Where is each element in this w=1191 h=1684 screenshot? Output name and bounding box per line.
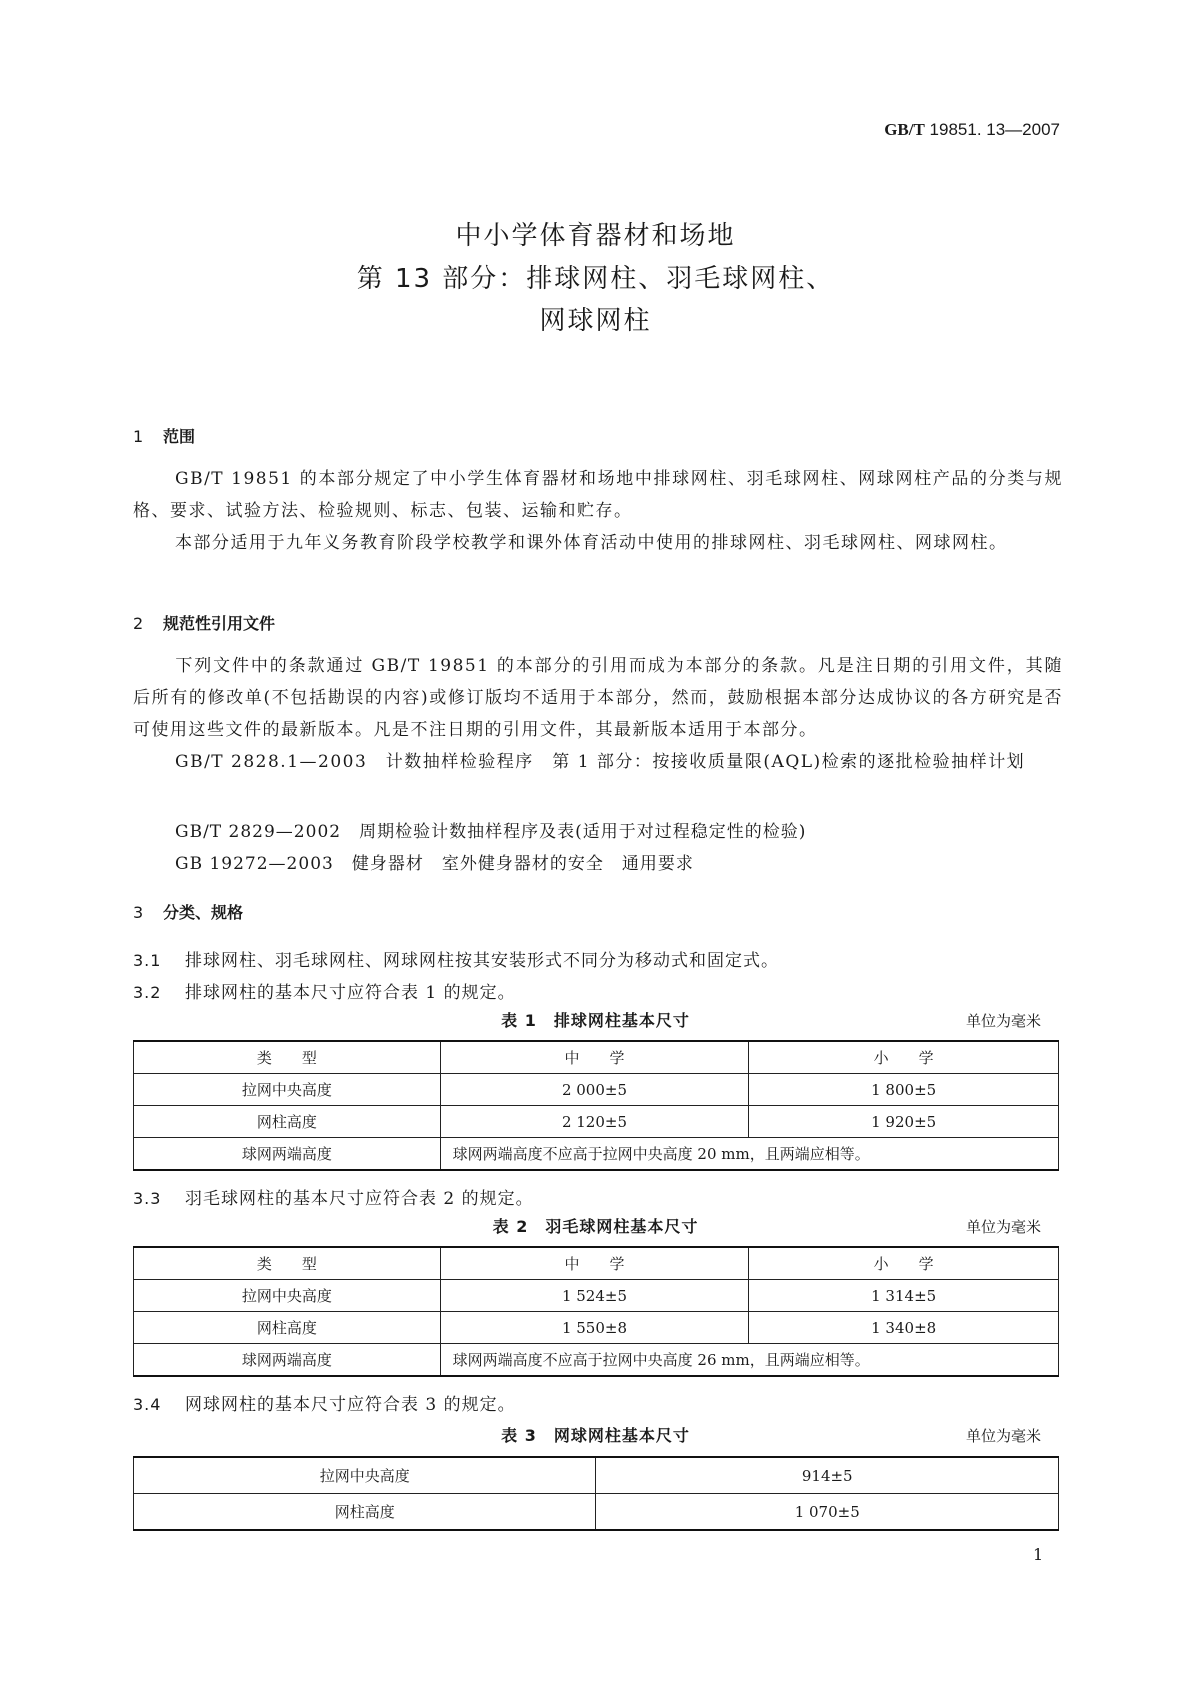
section-1-heading <box>133 424 195 447</box>
reference-3 <box>175 849 694 874</box>
clause-3-3: 3.3 羽毛球网柱的基本尺寸应符合表 2 的规定。 <box>133 1189 534 1209</box>
table-note-row: 球网两端高度 球网两端高度不应高于拉网中央高度 26 mm，且两端应相等。 <box>134 1344 1059 1377</box>
table-row: 网柱高度 1 550±8 1 340±8 <box>134 1312 1059 1344</box>
table-header-row: 类 型 中 学 小 学 <box>134 1247 1059 1280</box>
table-note-row: 球网两端高度 球网两端高度不应高于拉网中央高度 20 mm，且两端应相等。 <box>134 1138 1059 1171</box>
clause-3-2: 3.2 排球网柱的基本尺寸应符合表 1 的规定。 <box>133 983 516 1003</box>
section-1-paragraph-1: GB/T 19851 的本部分规定了中小学生体育器材和场地中排球网柱、羽毛球网柱、网球网柱产品的分类与规格、要求、试验方法、检验规则、标志、包装、运输和贮存。 <box>133 469 1063 521</box>
table-row: 网柱高度 2 120±5 1 920±5 <box>134 1106 1059 1138</box>
section-2-heading <box>133 611 275 634</box>
title-line-1: 中小学体育器材和场地 <box>455 221 736 251</box>
section-1-paragraph-2: 本部分适用于九年义务教育阶段学校教学和课外体育活动中使用的排球网柱、羽毛球网柱、网球网柱。 <box>175 533 1008 553</box>
section-2-paragraph: 下列文件中的条款通过 GB/T 19851 的本部分的引用而成为本部分的条款。凡是注日期的引用文件，其随后所有的修改单(不包括勘误的内容)或修订版均不适用于本部分，然而，鼓励根据本部分达成协议的各方研究是否可使用这些文件的最新版本。凡是不注日期的引用文件，其最新版本适用于本部分。 <box>133 656 1063 740</box>
table-1 <box>133 1040 1059 1171</box>
table-3-caption: 表 3 网球网柱基本尺寸 <box>501 1426 690 1445</box>
section-title: 分类、规格 <box>163 903 244 922</box>
reference-2 <box>175 817 806 842</box>
table-1-unit: 单位为毫米 <box>965 1012 1041 1030</box>
table-3-unit: 单位为毫米 <box>965 1427 1041 1445</box>
table-row: 拉网中央高度 1 524±5 1 314±5 <box>134 1280 1059 1312</box>
section-number: 2 <box>133 614 144 633</box>
table-row: 拉网中央高度 2 000±5 1 800±5 <box>134 1074 1059 1106</box>
section-3-heading <box>133 900 243 923</box>
table-2-caption: 表 2 羽毛球网柱基本尺寸 <box>492 1217 699 1236</box>
title-line-2: 第 13 部分：排球网柱、羽毛球网柱、 <box>356 264 835 294</box>
table-2-unit: 单位为毫米 <box>965 1218 1041 1236</box>
table-row: 拉网中央高度 914±5 <box>134 1457 1059 1494</box>
table-2 <box>133 1246 1059 1377</box>
reference-title: 周期检验计数抽样程序及表(适用于对过程稳定性的检验) <box>359 822 807 842</box>
title-line-3: 网球网柱 <box>539 306 652 336</box>
reference-title: 计数抽样检验程序 第 1 部分：按接收质量限(AQL)检索的逐批检验抽样 <box>385 752 989 772</box>
clause-3-4: 3.4 网球网柱的基本尺寸应符合表 3 的规定。 <box>133 1395 516 1415</box>
reference-title: 健身器材 室外健身器材的安全 通用要求 <box>351 854 694 874</box>
reference-code: GB/T 2829—2002 <box>175 822 342 842</box>
standard-prefix: GB/T <box>884 120 925 139</box>
reference-1: GB/T 2828.1—2003 计数抽样检验程序 第 1 部分：按接收质量限(AQL)检索的逐批检验抽样计划 <box>175 752 1026 772</box>
section-title: 规范性引用文件 <box>163 614 276 633</box>
section-number: 3 <box>133 903 144 922</box>
table-row: 网柱高度 1 070±5 <box>134 1494 1059 1531</box>
standard-number: 19851. 13—2007 <box>929 120 1060 139</box>
table-1-caption: 表 1 排球网柱基本尺寸 <box>501 1011 690 1030</box>
table-header-row: 类 型 中 学 小 学 <box>134 1041 1059 1074</box>
table-3 <box>133 1456 1059 1531</box>
standard-code <box>0 120 1060 140</box>
reference-code: GB/T 2828.1—2003 <box>175 752 368 772</box>
clause-3-1: 3.1 排球网柱、羽毛球网柱、网球网柱按其安装形式不同分为移动式和固定式。 <box>133 951 779 971</box>
page-number: 1 <box>1033 1545 1044 1564</box>
section-number: 1 <box>133 427 144 446</box>
reference-code: GB 19272—2003 <box>175 854 334 874</box>
section-title: 范围 <box>163 427 196 446</box>
